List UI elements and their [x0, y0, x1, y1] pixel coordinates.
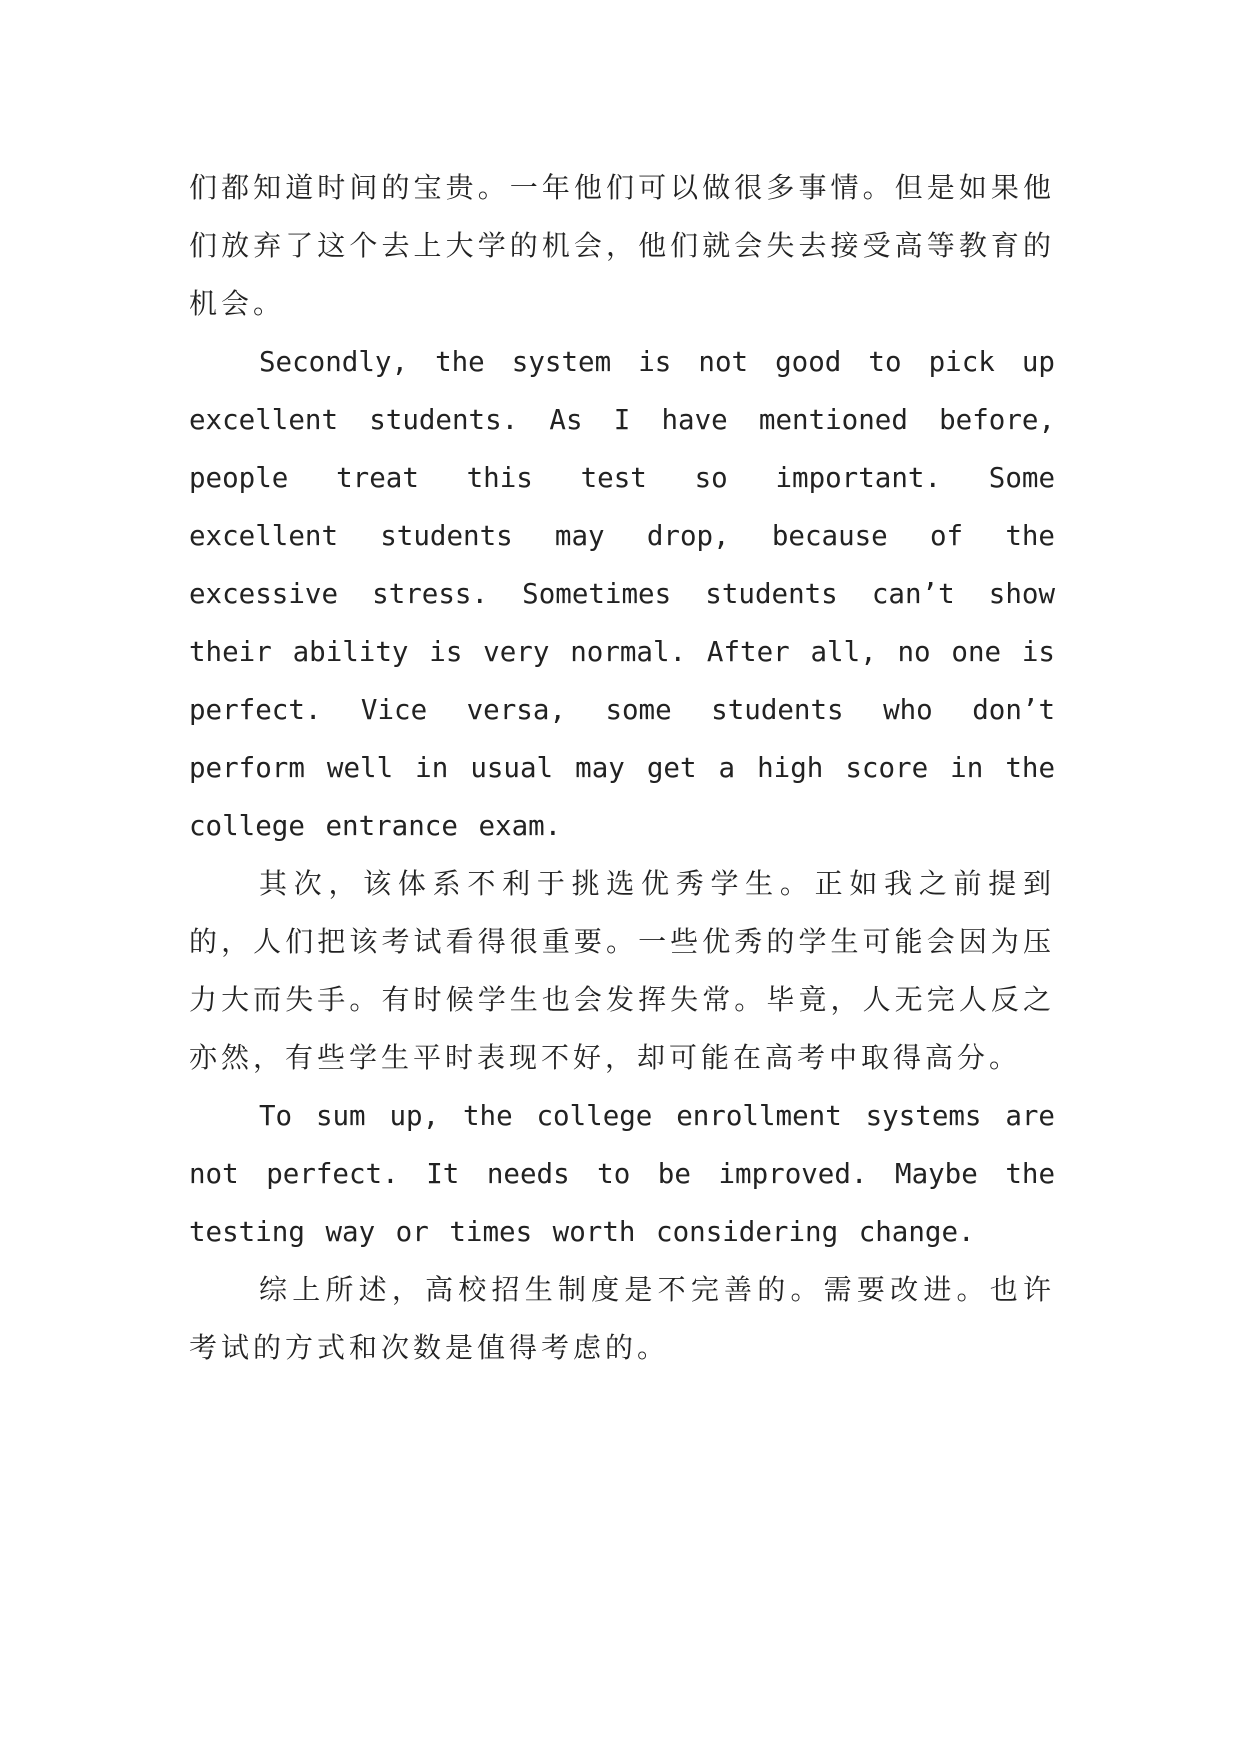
paragraph-en-secondly: Secondly, the system is not good to pick up excellent students. As I have mentioned before, people treat this test so important. Some excellent students may drop, because of the excessive stress. Sometimes students can’t show their ability is very normal. After all, no one is perfect. Vice versa, some students who don’t perform well in usual may get a high score in the college entrance exam.: [189, 346, 1055, 842]
paragraph-zh-sum-up: 综上所述，高校招生制度是不完善的。需要改进。也许考试的方式和次数是值得考虑的。: [189, 1273, 1055, 1364]
paragraph-zh-secondly: 其次，该体系不利于挑选优秀学生。正如我之前提到的，人们把该考试看得很重要。一些优秀的学生可能会因为压力大而失手。有时候学生也会发挥失常。毕竟，人无完人反之亦然，有些学生平时表现不好，却可能在高考中取得高分。: [189, 867, 1055, 1074]
paragraph-en-sum-up: To sum up, the college enrollment systems are not perfect. It needs to be improved. Maybe the testing way or times worth considering change.: [189, 1100, 1055, 1248]
document-body: [189, 159, 1055, 1377]
paragraph-zh-time-value: 们都知道时间的宝贵。一年他们可以做很多事情。但是如果他们放弃了这个去上大学的机会，他们就会失去接受高等教育的机会。: [189, 171, 1055, 320]
